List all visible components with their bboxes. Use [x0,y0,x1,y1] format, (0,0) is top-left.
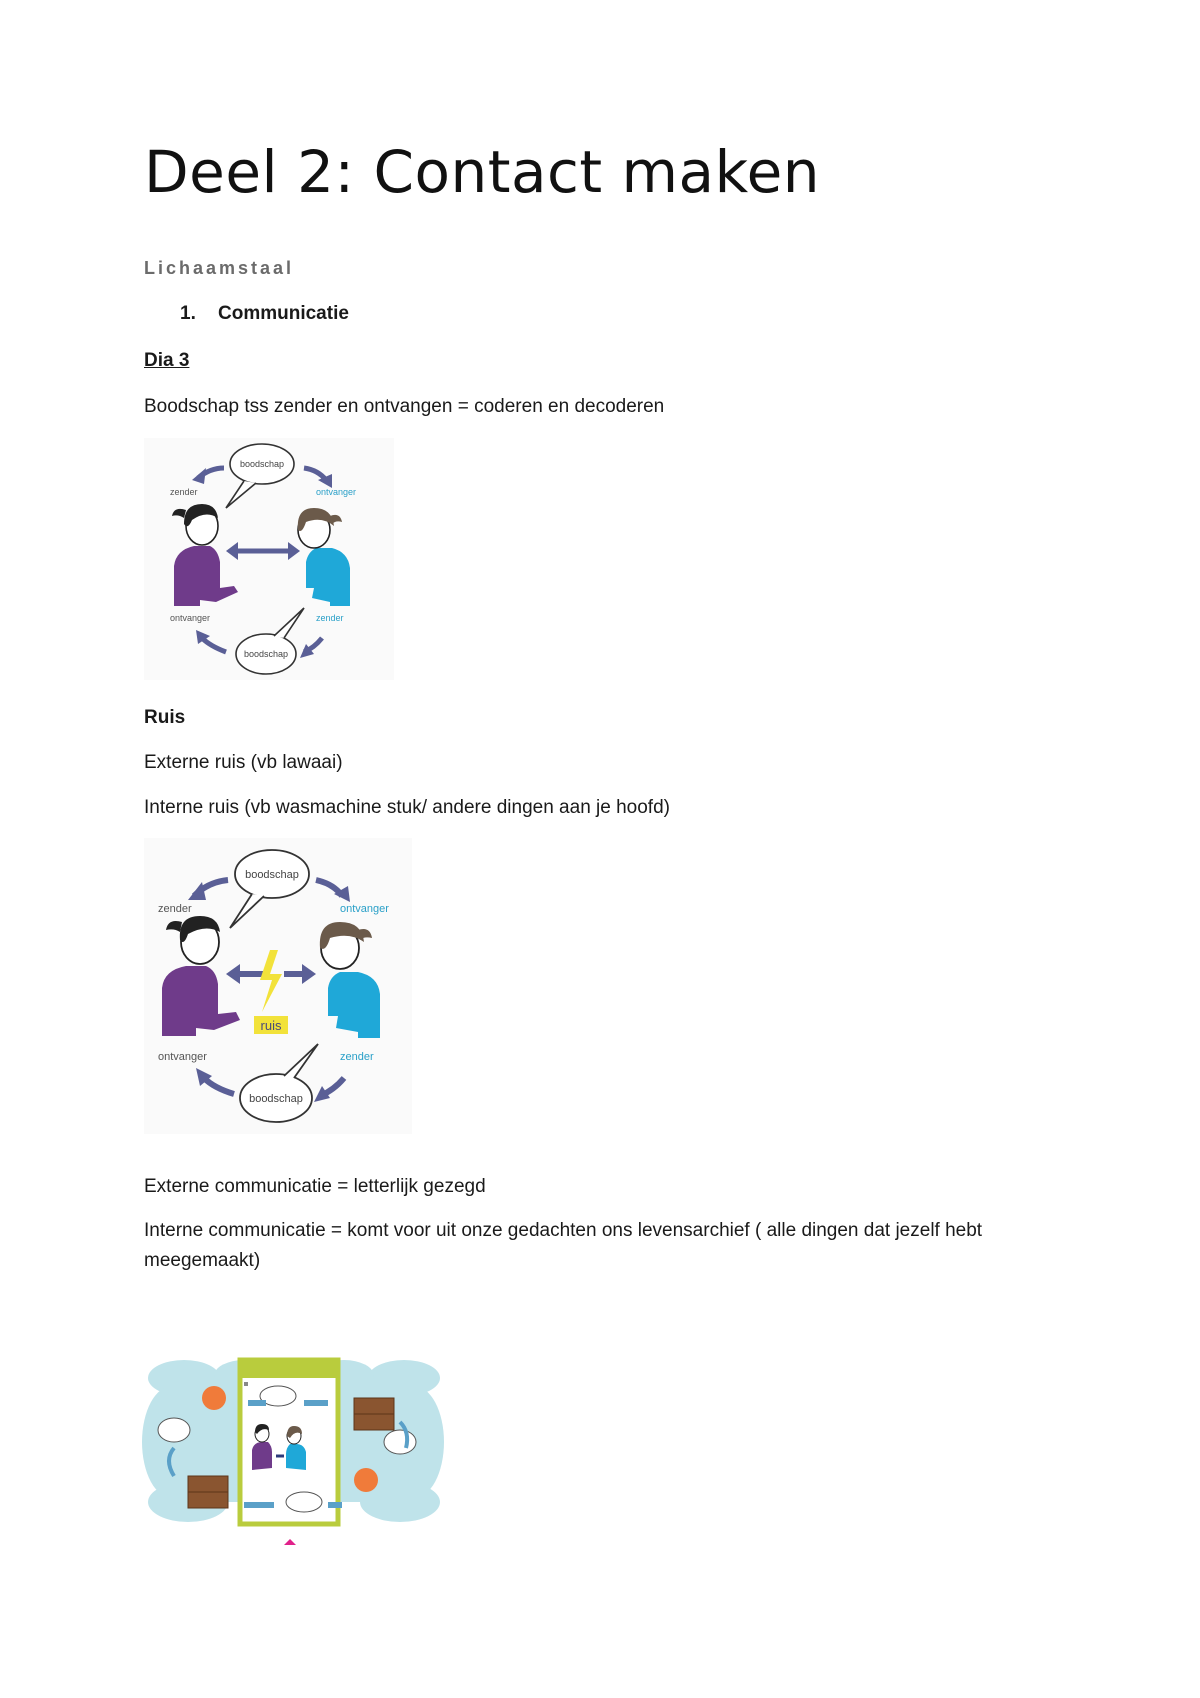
fig1-bottom-bubble: boodschap [243,649,289,659]
list-label: Communicatie [218,303,349,324]
fig2-label-zender-bottom: zender [340,1051,374,1063]
list-item [180,303,349,325]
fig2-noise-label: ruis [260,1018,282,1033]
list-number: 1. [180,303,196,324]
fig1-top-bubble: boodschap [239,459,285,469]
fig2-label-ontvanger-bottom: ontvanger [158,1051,207,1063]
slide-heading: Dia 3 [144,350,190,371]
noise-diagram [144,838,412,1134]
communication-diagram [144,438,394,680]
section-label: Lichaamstaal [144,258,295,278]
fig2-top-bubble: boodschap [245,869,299,881]
fig1-label-ontvanger-bottom: ontvanger [170,613,211,623]
fig2-label-ontvanger-top: ontvanger [340,903,389,915]
fig1-label-ontvanger-top: ontvanger [316,487,357,497]
page-title: Deel 2: Contact maken [144,138,821,206]
noise-external: Externe ruis (vb lawaai) [144,752,343,773]
comm-external: Externe communicatie = letterlijk gezegd [144,1176,486,1197]
fig2-label-zender-top: zender [158,903,192,915]
comm-internal: Interne communicatie = komt voor uit onze gedachten ons levensarchief ( alle dingen dat jezelf hebt meegemaakt) [144,1220,983,1271]
fig1-label-zender-top: zender [170,487,198,497]
fig1-label-zender-bottom: zender [316,613,344,623]
fig2-bottom-bubble: boodschap [249,1093,303,1105]
sentence-coding: Boodschap tss zender en ontvangen = coderen en decoderen [144,396,665,417]
internal-communication-diagram [144,1352,444,1528]
noise-heading: Ruis [144,707,186,728]
noise-internal: Interne ruis (vb wasmachine stuk/ andere dingen aan je hoofd) [144,797,670,818]
